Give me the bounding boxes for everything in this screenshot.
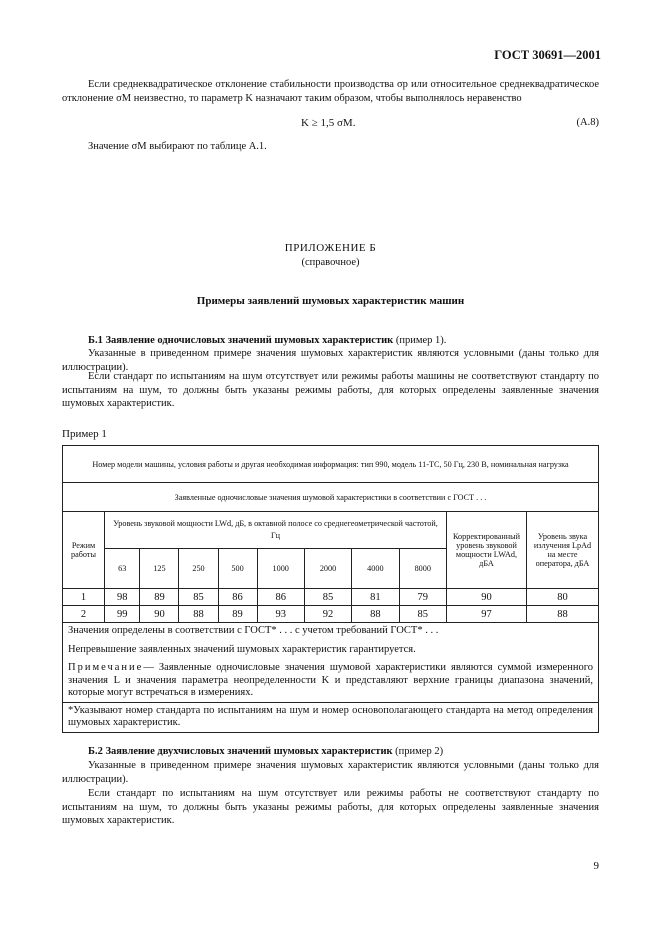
table-note-guarantee: Непревышение заявленных значений шумовых характеристик гарантируется. (68, 643, 416, 655)
appendix-title: ПРИЛОЖЕНИЕ Б (284, 242, 377, 254)
value-cell: 81 (352, 589, 399, 606)
value-cell: 85 (304, 589, 351, 606)
table-note-standards: Значения определены в соответствии с ГОСТ* . . . с учетом требований ГОСТ* . . . (68, 625, 439, 636)
value-cell: 93 (257, 606, 304, 623)
value-cell: 88 (352, 606, 399, 623)
value-cell: 86 (257, 589, 304, 606)
value-cell: 86 (218, 589, 257, 606)
freq-header: 8000 (399, 549, 446, 589)
freq-header: 1000 (257, 549, 304, 589)
freq-header: 250 (179, 549, 218, 589)
formula-number: (А.8) (576, 117, 599, 128)
emission-cell: 88 (527, 606, 599, 623)
intro-paragraph: Если среднеквадратическое отклонение стабильности производства σp или относительное среднеквадратическое отклонение σM неизвестно, то параметр K назначают таким образом, чтобы выполнялось неравенство (62, 79, 599, 104)
value-cell: 88 (179, 606, 218, 623)
standard-header: ГОСТ 30691—2001 (494, 48, 601, 62)
value-cell: 89 (140, 589, 179, 606)
corrected-cell: 97 (447, 606, 527, 623)
value-cell: 79 (399, 589, 446, 606)
table-row (63, 606, 599, 623)
table-footnote: *Указывают номер стандарта по испытаниям на шум и номер основополагающего стандарта на метод определения шумовых характеристик. (63, 702, 599, 732)
value-cell: 85 (399, 606, 446, 623)
section-b1-title-bold: Б.1 Заявление одночисловых значений шумовых характеристик (88, 335, 394, 346)
value-cell: 89 (218, 606, 257, 623)
machine-info-cell: Номер модели машины, условия работы и другая необходимая информация: тип 990, модель 11-ТС, 50 Гц, 230 В, номинальная нагрузка (63, 446, 599, 483)
section-b2-title-bold: Б.2 Заявление двухчисловых значений шумовых характеристик (88, 746, 393, 757)
declared-header-cell: Заявленные одночисловые значения шумовой характеристики в соответствии с ГОСТ . . . (63, 483, 599, 512)
section-b2-p1: Указанные в приведенном примере значения шумовых характеристик являются условными (даны только для иллюстрации). (62, 760, 599, 785)
value-cell: 85 (179, 589, 218, 606)
power-level-header: Уровень звуковой мощности LWd, дБ, в октавной полосе со среднегеометрической частотой, Гц (105, 512, 447, 549)
freq-header: 2000 (304, 549, 351, 589)
freq-header: 125 (140, 549, 179, 589)
mode-cell: 2 (63, 606, 105, 623)
section-b1-title-suffix: (пример 1). (393, 335, 447, 346)
table-note-block (63, 623, 599, 703)
value-cell: 90 (140, 606, 179, 623)
mode-cell: 1 (63, 589, 105, 606)
remark-label: Примечание (68, 662, 144, 673)
formula: K ≥ 1,5 σM. (301, 117, 356, 129)
emission-level-header: Уровень звука излучения LpAd на месте оператора, дБА (527, 512, 599, 589)
value-cell: 92 (304, 606, 351, 623)
section-b1-title (62, 334, 599, 348)
mode-header: Режим работы (63, 512, 105, 589)
example-label: Пример 1 (62, 428, 107, 440)
freq-header: 63 (105, 549, 140, 589)
value-cell: 98 (105, 589, 140, 606)
appendix-heading: Примеры заявлений шумовых характеристик машин (196, 295, 465, 307)
table-remark (68, 662, 593, 700)
remark-text: — Заявленные одночисловые значения шумовой характеристики являются суммой измеренного значения L и значения параметра неопределенности K и представляют верхние границы диапазона значений, которые могут встречаться в измерениях. (68, 662, 593, 698)
section-b2-title-suffix: (пример 2) (392, 746, 444, 757)
section-b2-title (62, 745, 599, 759)
page-number: 9 (593, 860, 599, 872)
corrected-cell: 90 (447, 589, 527, 606)
section-b1-p2: Если стандарт по испытаниям на шум отсутствует или режимы работы машины не соответствуют стандарту по испытаниям на шум, то должны быть указаны режимы работы, для которых определены заявленные значения шумовых характеристик. (62, 371, 599, 409)
corrected-level-header: Корректированный уровень звуковой мощности LWAd, дБА (447, 512, 527, 589)
freq-header: 500 (218, 549, 257, 589)
sigma-paragraph: Значение σM выбирают по таблице А.1. (88, 141, 267, 152)
section-b1-p1: Указанные в приведенном примере значения шумовых характеристик являются условными (даны только для иллюстрации). (62, 348, 599, 373)
appendix-subtitle: (справочное) (301, 257, 360, 268)
emission-cell: 80 (527, 589, 599, 606)
value-cell: 99 (105, 606, 140, 623)
section-b2-p2: Если стандарт по испытаниям на шум отсутствует или режимы работы не соответствуют стандарту по испытаниям на шум, то должны быть указаны режимы работы, для которых определены заявленные значения шумовых характеристик. (62, 788, 599, 826)
freq-header: 4000 (352, 549, 399, 589)
noise-declaration-table (62, 445, 599, 733)
table-row (63, 589, 599, 606)
